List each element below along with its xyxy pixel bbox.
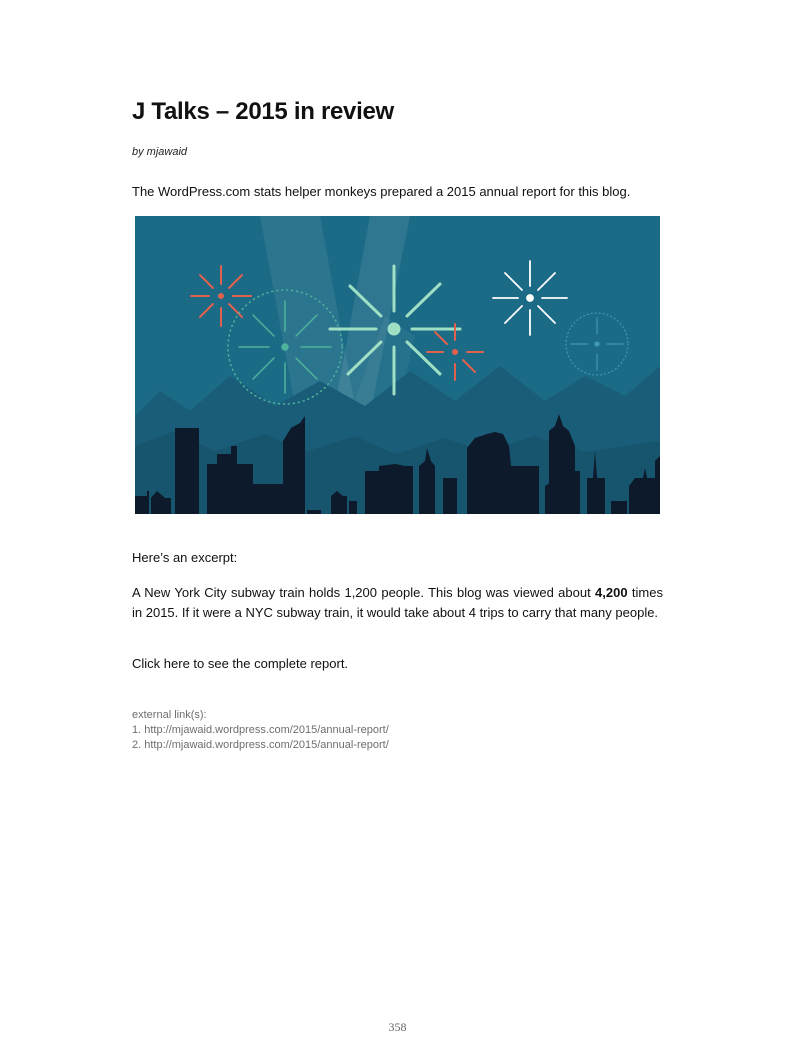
intro-paragraph: The WordPress.com stats helper monkeys prepared a 2015 annual report for this blog. xyxy=(132,184,631,199)
views-count: 4,200 xyxy=(595,585,628,600)
post-title: J Talks – 2015 in review xyxy=(132,98,394,125)
external-links-heading: external link(s): xyxy=(132,709,207,721)
excerpt-text: times in 2015. If it were a NYC subway train, it would take about 4 trips to carry that many people. xyxy=(132,585,663,620)
excerpt-label: Here’s an excerpt: xyxy=(132,550,238,565)
excerpt-paragraph xyxy=(132,583,663,622)
complete-report-link[interactable]: Click here to see the complete report. xyxy=(132,656,349,671)
external-link[interactable]: 2. http://mjawaid.wordpress.com/2015/annual-report/ xyxy=(132,739,389,751)
firework-red-left xyxy=(191,266,251,326)
post-byline: by mjawaid xyxy=(132,146,188,158)
external-link[interactable]: 1. http://mjawaid.wordpress.com/2015/annual-report/ xyxy=(132,724,389,736)
page-number: 358 xyxy=(388,1020,407,1034)
fireworks-skyline-image xyxy=(135,216,660,514)
external-links xyxy=(132,708,389,753)
excerpt-text: A New York City subway train holds 1,200 people. This blog was viewed about xyxy=(132,585,596,600)
